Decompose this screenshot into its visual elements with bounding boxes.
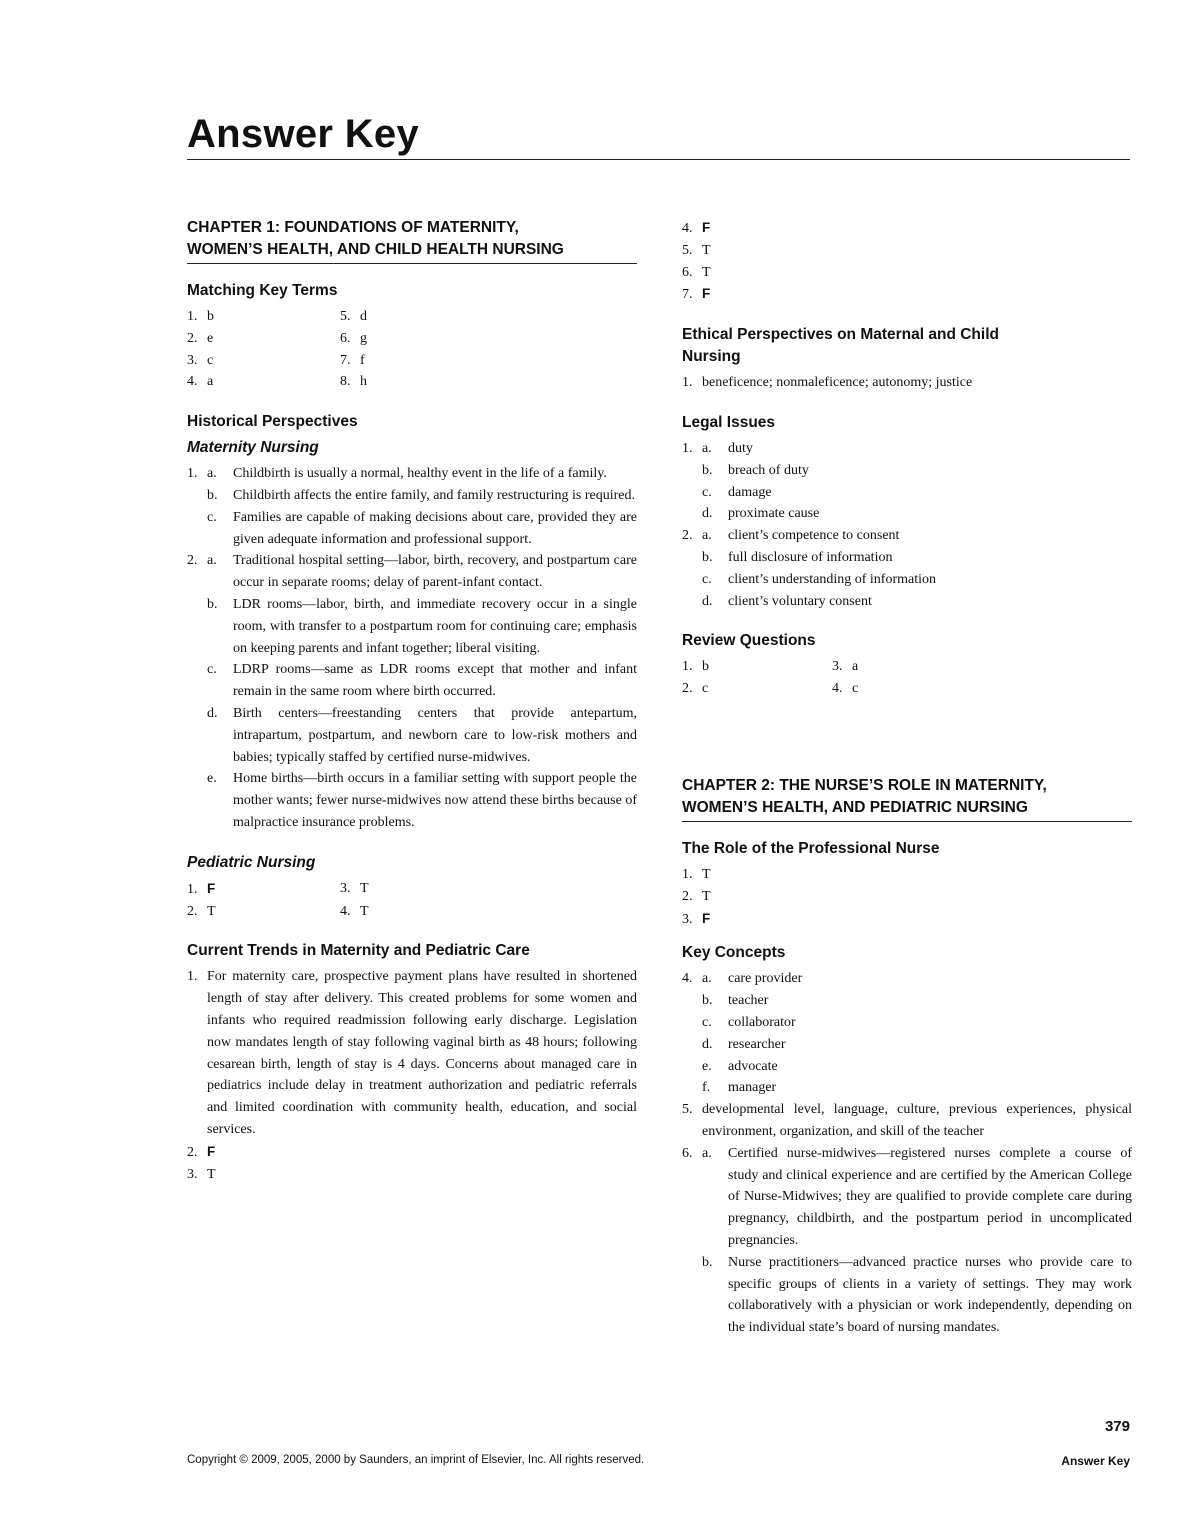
left-column [187,217,637,1185]
list-item: b. LDR rooms—labor, birth, and immediate recovery occur in a single room, with transfer to a postpartum room for continuing care; emphasis on keeping parents and infant together; liberal visiting. [207,596,637,656]
right-column [682,217,1132,700]
list-item: b. Childbirth affects the entire family, and family restructuring is required. [207,487,635,503]
list-item: 1. T [682,867,711,882]
maternity-answers [187,463,637,834]
trends-answers [187,966,637,1185]
list-item: c. LDRP rooms—same as LDR rooms except that mother and infant remain in the same room where birth occurred. [207,662,637,700]
answer-row: 2. T 4. T [187,903,369,919]
chapter-1-heading: CHAPTER 1: FOUNDATIONS OF MATERNITY, WOMEN’S HEALTH, AND CHILD HEALTH NURSING [187,217,637,264]
list-item: 1. beneficence; nonmaleficence; autonomy; justice [682,375,973,391]
review-answers [682,656,1132,700]
list-item: d. client’s voluntary consent [702,593,872,609]
role-answers [682,864,1132,930]
list-item: d. researcher [702,1036,786,1052]
list-item: 3. T [187,1166,216,1182]
legal-answers [682,438,1132,612]
legal-issues-heading: Legal Issues [682,413,776,431]
list-item: d. Birth centers—freestanding centers that provide antepartum, intrapartum, postpartum, and newborn care to low-risk mothers and babies; typically staffed by certified nurse-midwives. [207,705,637,765]
maternity-nursing-heading: Maternity Nursing [187,439,319,457]
answer-row: 4. a 8. h [187,374,367,390]
matching-answers [187,306,637,393]
current-trends-heading: Current Trends in Maternity and Pediatric Care [187,942,530,960]
answer-row: 1. b 3. a [682,659,859,675]
answer-row: 1. F 3. T [187,880,369,897]
page-title: Answer Key [187,112,419,156]
list-item: b. full disclosure of information [702,549,893,565]
key-concepts-answers [682,968,1132,1339]
list-item: 4. F [682,220,711,236]
pediatric-nursing-heading: Pediatric Nursing [187,853,316,871]
matching-key-terms-heading: Matching Key Terms [187,282,338,299]
list-item: 1. For maternity care, prospective payment plans have resulted in shortened length of stay after delivery. This created problems for some women and infants who required readmission following early discharge. Legislation now mandates length of stay following vaginal birth as 48 hours; following cesarean birth, length of stay is 4 days. Concerns about managed care in pediatrics include delay in treatment authorization and pediatric referrals and limited coordination with community health, education, and social services. [187,969,637,1137]
running-footer: Answer Key [1061,1454,1130,1468]
trends-answers-continued [682,217,1132,306]
role-professional-nurse-heading: The Role of the Professional Nurse [682,840,940,857]
answer-row: 2. e 6. g [187,330,367,346]
list-item: 2. a. Traditional hospital setting—labor, birth, recovery, and postpartum care occur in separate rooms; delay of parent-infant contact. [187,553,637,591]
list-item: 2. T [682,888,711,904]
list-item: 4. a. care provider [682,971,803,987]
list-item: e. Home births—birth occurs in a familiar setting with support people the mother wants; fewer nurse-midwives now attend these births because of malpractice insurance problems. [207,771,637,830]
answer-row: 2. c 4. c [682,681,859,697]
list-item: 5. developmental level, language, culture, previous experiences, physical environment, organization, and skill of the teacher [682,1102,1132,1139]
list-item: f. manager [702,1080,777,1096]
answer-row: 3. c 7. f [187,352,365,368]
list-item: d. proximate cause [702,506,820,522]
list-item: c. damage [702,484,772,500]
ethical-perspectives-heading: Ethical Perspectives on Maternal and Child Nursing [682,326,999,366]
title-divider [187,159,1130,160]
review-questions-heading: Review Questions [682,632,816,650]
list-item: 1. a. duty [682,440,753,456]
list-item: 2. a. client’s competence to consent [682,528,900,544]
list-item: 5. T [682,242,711,258]
chapter-2-section [682,775,1132,1339]
copyright-notice: Copyright © 2009, 2005, 2000 by Saunders, an imprint of Elsevier, Inc. All rights reserved. [187,1454,645,1466]
list-item: c. Families are capable of making decisions about care, provided they are given adequate information and professional support. [207,509,637,547]
list-item: 6. a. Certified nurse-midwives—registered nurses complete a course of study and clinical experience and are certified by the American College of Nurse-Midwives; they are qualified to provide complete care during pregnancy, childbirth, and the postpartum period in uncomplicated pregnancies. [682,1145,1132,1248]
list-item: b. breach of duty [702,462,809,478]
list-item: c. client’s understanding of information [702,571,937,587]
list-item: b. Nurse practitioners—advanced practice nurses who provide care to specific groups of clients in a variety of settings. They may work collaboratively with a physician or work independently, depending on the individual state’s board of nursing mandates. [702,1254,1132,1336]
list-item: c. collaborator [702,1014,796,1030]
page-number: 379 [1104,1418,1130,1435]
pediatric-answers [187,878,637,923]
list-item: 7. F [682,286,711,303]
list-item: e. advocate [702,1058,778,1074]
list-item: 2. F [187,1143,216,1160]
list-item: 6. T [682,264,711,280]
list-item: b. teacher [702,993,769,1009]
chapter-2-heading: CHAPTER 2: THE NURSE’S ROLE IN MATERNITY, WOMEN’S HEALTH, AND PEDIATRIC NURSING [682,775,1132,822]
historical-perspectives-heading: Historical Perspectives [187,413,358,431]
list-item: 3. F [682,910,711,927]
list-item: 1. a. Childbirth is usually a normal, healthy event in the life of a family. [187,466,607,482]
key-concepts-heading: Key Concepts [682,944,786,962]
answer-row: 1. b 5. d [187,309,367,324]
